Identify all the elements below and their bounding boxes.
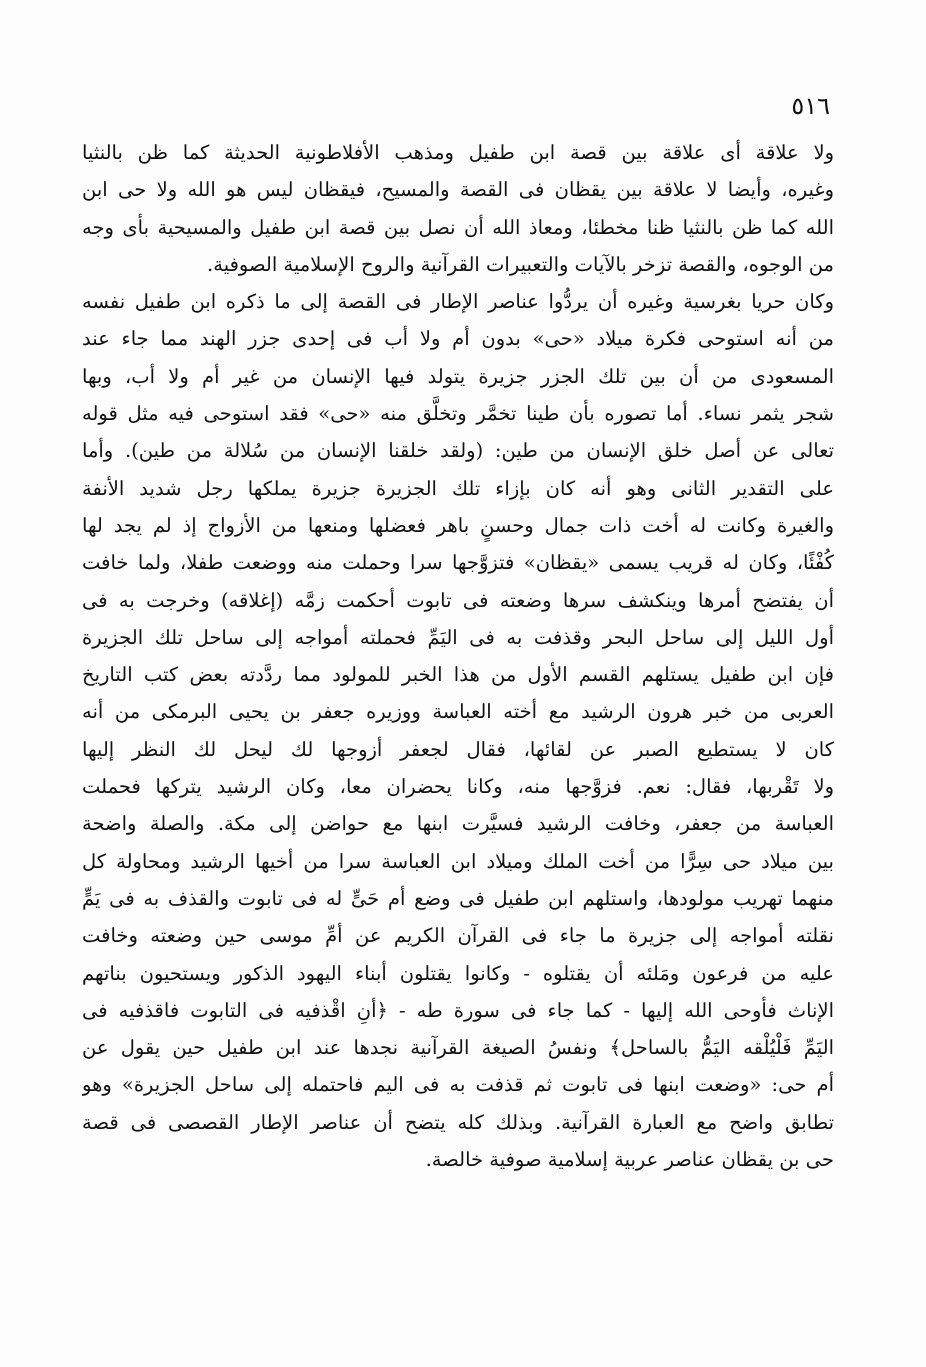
text-line: وغيره، وأيضا لا علاقة بين يقظان فى القصة والمسيح، فيقظان ليس هو الله ولا حى ابن [82, 178, 834, 202]
text-line: العباسة من جعفر، وخافت الرشيد فسيَّرت ابنها مع حواضن إلى مكة. والصلة واضحة [82, 812, 834, 836]
text-line: الله كما ظن بالنثيا ظنا مخطئا، ومعاذ الله أن نصل بين قصة ابن طفيل والمسيحية بأى وجه [82, 215, 834, 239]
text-line: تعالى عن أصل خلق الإنسان من طين: (ولقد خلقنا الإنسان من سُلالة من طين). وأما [82, 439, 834, 463]
text-line: الإناث فأوحى الله إليها - كما جاء فى سورة طه - ﴿أنِ اقْذفيه فى التابوت فاقذفيه فى [82, 998, 834, 1022]
body-text [82, 134, 834, 1178]
text-line: عليه من فرعون ومَلئه أن يقتلوه - وكانوا يقتلون أبناء اليهود الذكور ويستحيون بناتهم [82, 961, 834, 985]
text-line: منهما تهريب مولودها، واستلهم ابن طفيل فى وضع أم حَىٍّ له فى تابوت والقذف به فى يَمٍّ [82, 886, 834, 910]
text-line: والغيرة وكانت له أخت ذات جمال وحسنٍ باهر فعضلها ومنعها من الأزواج إذ لم يجد لها [82, 513, 834, 537]
text-line: ولا تَقْربها، فقال: نعم. فزوَّجها منه، وكانا يحضران معا، وكان الرشيد يتركها فحملت [82, 775, 834, 799]
text-line: وكان حريا بغرسية وغيره أن يردُّوا عناصر الإطار فى القصة إلى ما ذكره ابن طفيل نفسه [82, 290, 834, 314]
text-line: العربى من خبر هرون الرشيد مع أخته العباسة ووزيره جعفر بن يحيى البرمكى من أنه [82, 700, 834, 724]
text-line: ولا علاقة أى علاقة بين قصة ابن طفيل ومذهب الأفلاطونية الحديثة كما ظن بالنثيا [82, 141, 834, 164]
text-line: فإن ابن طفيل يستلهم القسم الأول من هذا الخبر للمولود مما ردَّدته بعض كتب التاريخ [82, 663, 834, 687]
text-line: كُفْئًا، وكان له قريب يسمى «يقظان» فتزوَّجها سرا وحملت منه ووضعت طفلا، ولما خافت [82, 551, 834, 575]
text-line: بين ميلاد حى سِرًّا من أخت الملك وميلاد ابن العباسة سرا من أخيها الرشيد ومحاولة كل [82, 849, 834, 873]
text-line: اليَمِّ فَلْيُلْقه اليَمُّ بالساحل﴾ ونفسُ الصيغة القرآنية نجدها عند ابن طفيل حين يقول عن [82, 1036, 834, 1060]
text-line: تطابق واضح مع العبارة القرآنية. وبذلك كله يتضح أن عناصر الإطار القصصى فى قصة [82, 1110, 834, 1134]
text-line: المسعودى من أن بين تلك الجزر جزيرة يتولد فيها الإنسان من غير أم ولا أب، وبها [82, 364, 834, 388]
text-line: شجر يثمر نساء. أما تصوره بأن طينا تخمَّر وتخلَّق منه «حى» فقد استوحى فيه مثل قوله [82, 402, 834, 426]
text-line: أم حى: «وضعت ابنها فى تابوت ثم قذفت به فى اليم فاحتمله إلى ساحل الجزيرة» وهو [82, 1073, 834, 1097]
text-line: حى بن يقظان عناصر عربية إسلامية صوفية خالصة. [425, 1148, 834, 1172]
text-line: على التقدير الثانى وهو أنه كان بإزاء تلك الجزيرة جزيرة يملكها رجل شديد الأنفة [82, 476, 834, 500]
text-line: نقلته أمواجه إلى جزيرة ما جاء فى القرآن الكريم عن أمِّ موسى حين وضعته وخافت [82, 924, 834, 948]
page-number: ٥١٦ [791, 92, 830, 120]
text-line: من الوجوه، والقصة تزخر بالآيات والتعبيرات القرآنية والروح الإسلامية الصوفية. [207, 252, 834, 276]
text-line: أول الليل إلى ساحل البحر وقذفت به فى اليَمِّ فحملته أمواجه إلى ساحل تلك الجزيرة [82, 625, 834, 649]
text-line: أن يفتضح أمرها وينكشف سرها وضعته فى تابوت أحكمت زمَّه (إغلاقه) وخرجت به فى [82, 588, 834, 612]
text-line: من أنه استوحى فكرة ميلاد «حى» بدون أم ولا أب فى إحدى جزر الهند مما جاء عند [82, 327, 834, 351]
text-line: كان لا يستطيع الصبر عن لقائها، فقال لجعفر أزوجها لك ليحل لك النظر إليها [82, 737, 834, 761]
